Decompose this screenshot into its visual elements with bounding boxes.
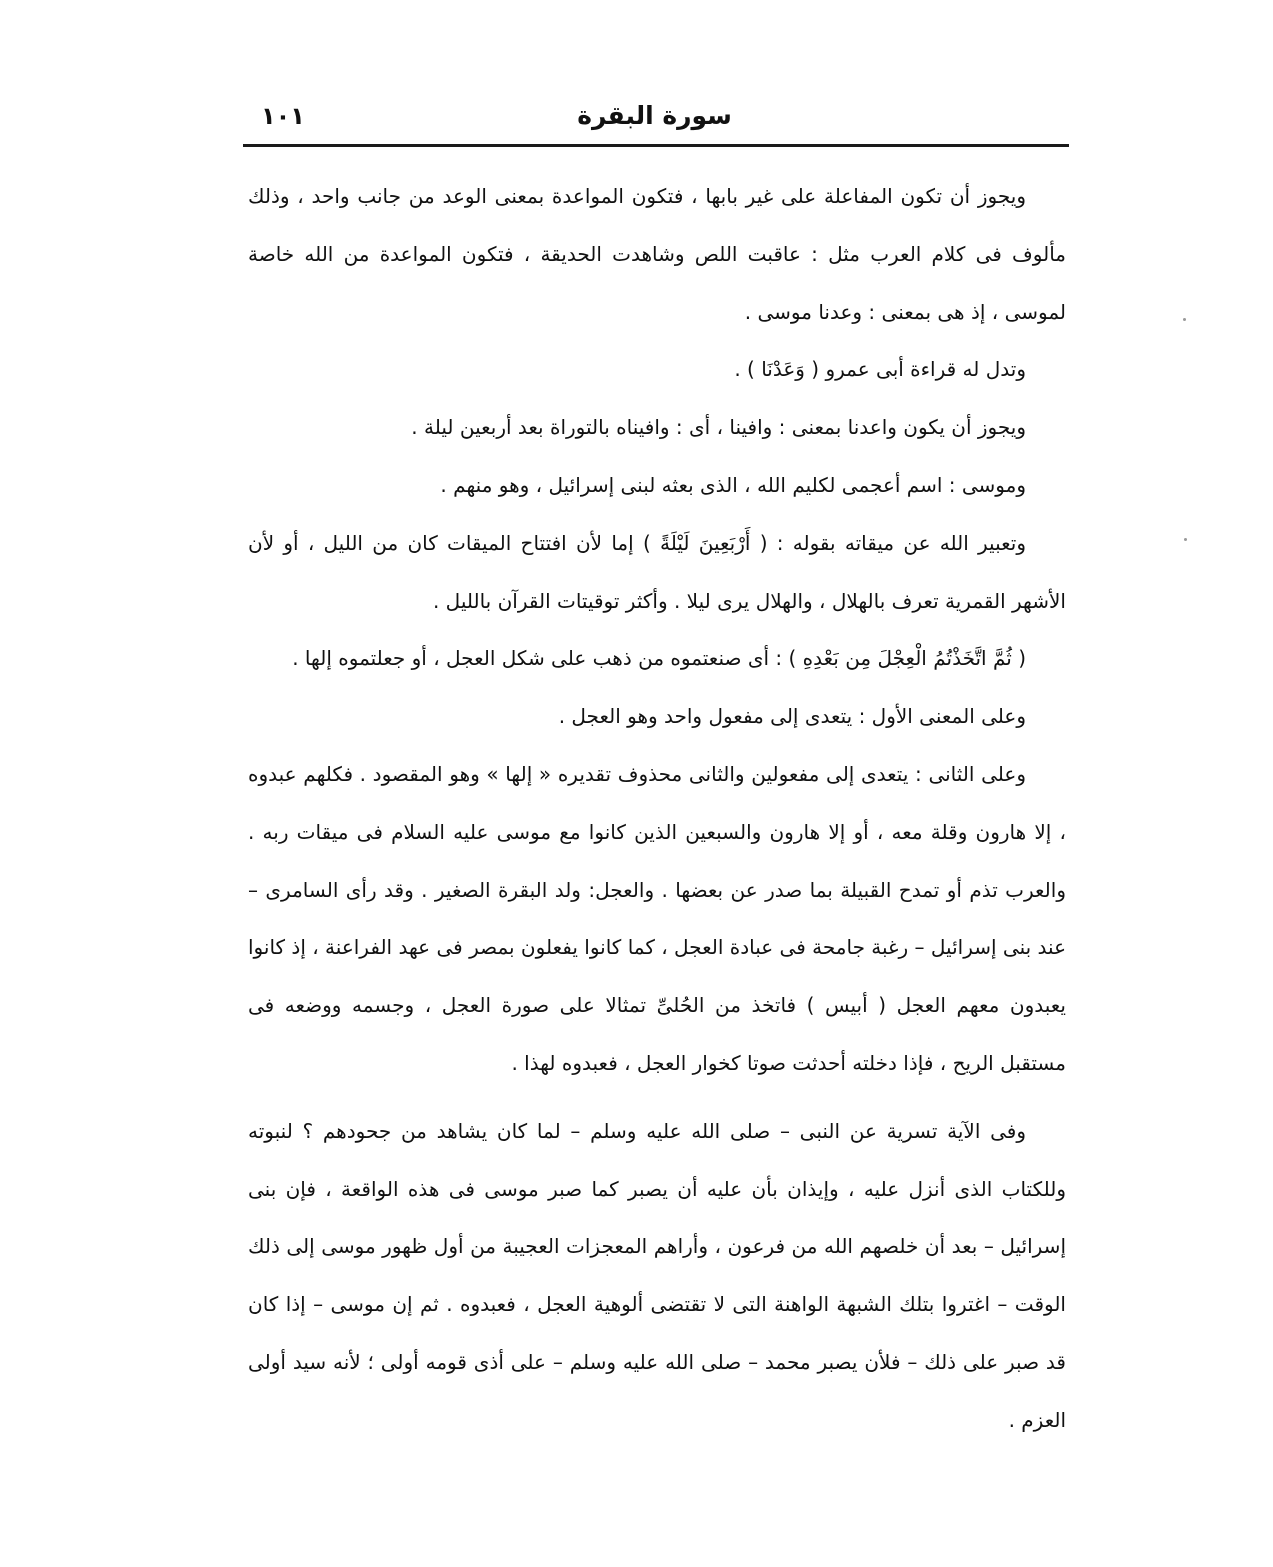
scan-speck xyxy=(1183,318,1186,321)
paragraph: وتدل له قراءة أبى عمرو ( وَعَدْنَا ) . xyxy=(734,357,1026,382)
paragraph: وفى الآية تسرية عن النبى – صلى الله عليه وسلم – لما كان يشاهد من جحودهم ؟ لنبوته وللكتاب الذى أنزل عليه ، وإيذان بأن عليه أن يصبر كما صبر موسى فى هذه الواقعة ، فإن بنى إسرائيل – بعد أن خلصهم الله من فرعون ، وأراهم المعجزات العجيبة من أول ظهور موسى إلى ذلك الوقت – اغتروا بتلك الشبهة الواهنة التى لا تقتضى ألوهية العجل ، فعبدوه . ثم إن موسى – إذا كان قد صبر على ذلك – فلأن يصبر محمد – صلى الله عليه وسلم – على أذى قومه أولى ؛ لأنه سيد أولى العزم . xyxy=(248,1118,1066,1432)
paragraph: ( ثُمَّ اتَّخَذْتُمُ الْعِجْلَ مِن بَعْدِهِ ) : أى صنعتموه من ذهب على شكل العجل ، أو جعلتموه إلها . xyxy=(292,646,1026,671)
paragraph: وتعبير الله عن ميقاته بقوله : ( أَرْبَعِينَ لَيْلَةً ) إما لأن افتتاح الميقات كان من الليل ، أو لأن الأشهر القمرية تعرف بالهلال ، والهلال يرى ليلا . وأكثر توقيتات القرآن بالليل . xyxy=(248,530,1066,613)
paragraph: ويجوز أن تكون المفاعلة على غير بابها ، فتكون المواعدة بمعنى الوعد من جانب واحد ، وذلك مألوف فى كلام العرب مثل : عاقبت اللص وشاهدت الحديقة ، فتكون المواعدة من الله خاصة لموسى ، إذ هى بمعنى : وعدنا موسى . xyxy=(248,184,1066,324)
paragraph: وعلى المعنى الأول : يتعدى إلى مفعول واحد وهو العجل . xyxy=(558,704,1026,729)
page-body xyxy=(248,168,1066,1450)
surah-title: سورة البقرة xyxy=(577,101,732,130)
paragraph: وموسى : اسم أعجمى لكليم الله ، الذى بعثه لبنى إسرائيل ، وهو منهم . xyxy=(440,472,1026,497)
header-divider xyxy=(243,144,1069,147)
scan-speck xyxy=(1184,538,1187,541)
paragraph: ويجوز أن يكون واعدنا بمعنى : وافينا ، أى : وافيناه بالتوراة بعد أربعين ليلة . xyxy=(411,415,1026,440)
page-header xyxy=(243,98,1066,144)
page-number: ١٠١ xyxy=(261,102,305,130)
paragraph: وعلى الثانى : يتعدى إلى مفعولين والثانى محذوف تقديره « إلها » وهو المقصود . فكلهم عبدوه ، إلا هارون وقلة معه ، أو إلا هارون والسبعين الذين كانوا مع موسى عليه السلام فى ميقات ربه . والعرب تذم أو تمدح القبيلة بما صدر عن بعضها . والعجل: ولد البقرة الصغير . وقد رأى السامرى – عند بنى إسرائيل – رغبة جامحة فى عبادة العجل ، كما كانوا يفعلون بمصر فى عهد الفراعنة ، إذ كانوا يعبدون معهم العجل ( أبيس ) فاتخذ من الحُلىِّ تمثالا على صورة العجل ، وجسمه ووضعه فى مستقبل الريح ، فإذا دخلته أحدثت صوتا كخوار العجل ، فعبدوه لهذا . xyxy=(248,761,1066,1075)
